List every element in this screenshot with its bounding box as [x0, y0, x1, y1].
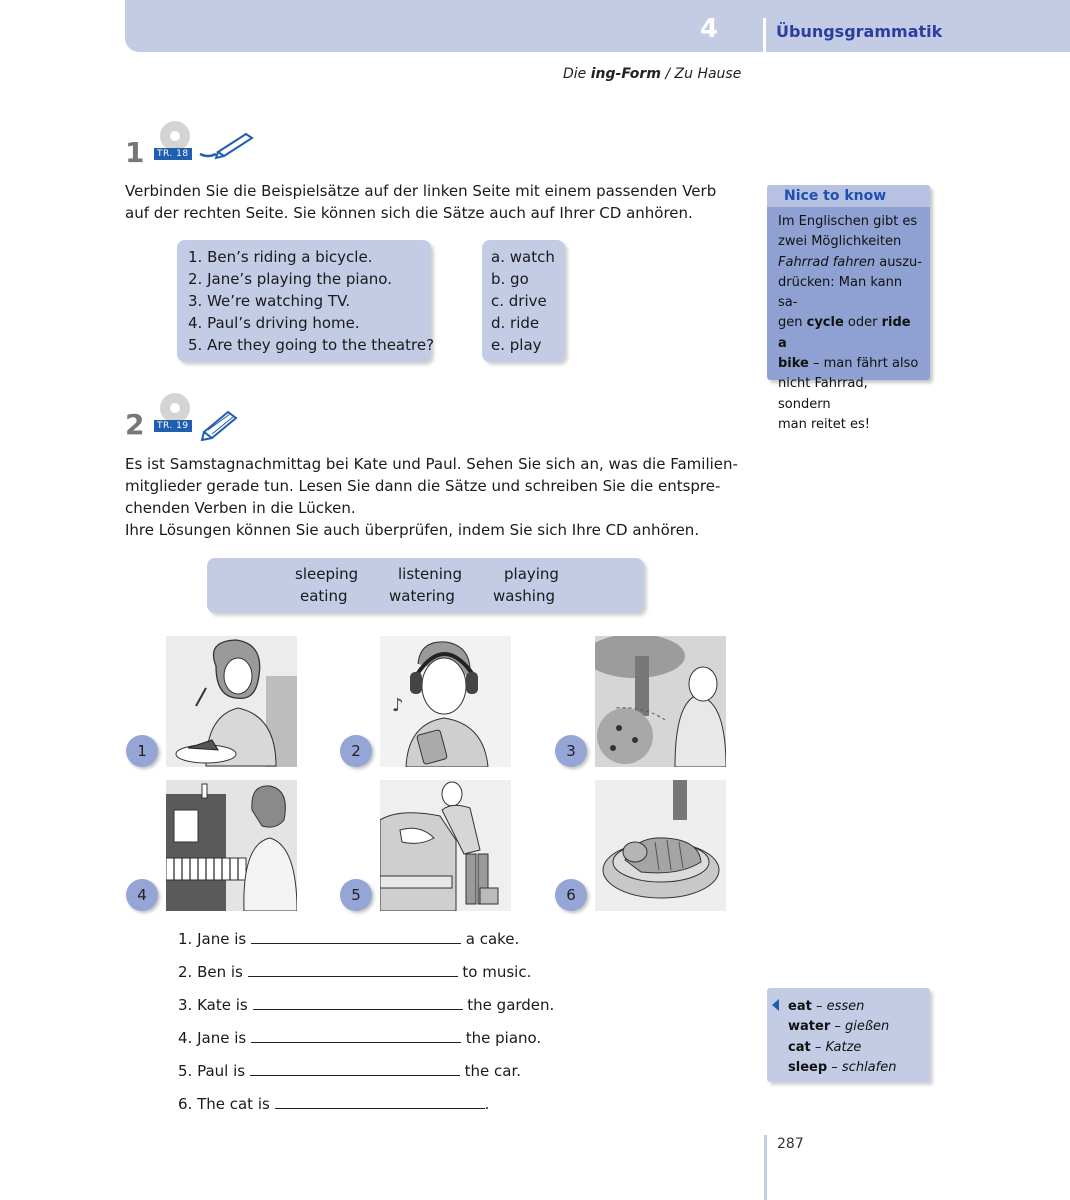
sentence-item: 1. Ben’s riding a bicycle. — [188, 248, 373, 266]
header-divider — [763, 18, 766, 52]
instruction-line: chenden Verben in die Lücken. — [125, 499, 356, 517]
gap-sentence-1 — [178, 929, 519, 948]
vocab-de: Katze — [825, 1039, 862, 1055]
footer-rule — [764, 1135, 767, 1200]
exercise-2-instruction — [125, 453, 738, 541]
word-item: sleeping — [295, 565, 359, 583]
exercise-2-number: 2 — [125, 408, 145, 441]
vocab-entry — [788, 997, 896, 1017]
gap-sentence-3 — [178, 995, 554, 1014]
ntk-text: auszu- — [875, 254, 922, 270]
vocab-sep: – — [811, 999, 827, 1014]
cd-icon-hole — [170, 403, 180, 413]
pencil-icon — [198, 408, 242, 442]
illustration-listening-music — [380, 636, 511, 767]
vocab-en: cat — [788, 1039, 811, 1055]
gap-sentence-end: a cake. — [465, 930, 520, 948]
verbs-list — [491, 246, 555, 356]
gap-sentence-start: 4. Jane is — [178, 1029, 247, 1047]
vocab-de: essen — [826, 999, 865, 1014]
sentences-list — [188, 246, 434, 356]
instruction-line: mitglieder gerade tun. Lesen Sie dann die Sätze und schreiben Sie die entspre- — [125, 477, 721, 495]
ntk-line: drücken: Man kann sa- — [778, 274, 903, 311]
verb-item: e. play — [491, 336, 542, 354]
subtitle-suffix: / Zu Hause — [660, 66, 742, 82]
arrow-left-icon — [772, 999, 779, 1011]
subtitle-prefix: Die — [563, 66, 591, 82]
verb-item: a. watch — [491, 248, 555, 266]
track-badge-19: TR. 19 — [154, 420, 192, 432]
answer-blank[interactable] — [275, 1094, 485, 1109]
svg-text:♪: ♪ — [392, 695, 404, 716]
vocab-sep: – — [830, 1019, 845, 1035]
instruction-line: Ihre Lösungen können Sie auch überprüfen, indem Sie sich Ihre CD anhören. — [125, 521, 700, 539]
word-item: washing — [493, 587, 555, 605]
picture-number: 3 — [555, 735, 587, 767]
answer-blank[interactable] — [248, 962, 458, 977]
vocab-sep: – — [810, 1039, 826, 1055]
vocab-entry — [788, 1017, 896, 1037]
vocab-entry — [788, 1058, 896, 1078]
ntk-bold: ride a — [778, 315, 911, 351]
instruction-line: Verbinden Sie die Beispielsätze auf der linken Seite mit einem passenden Verb — [125, 182, 717, 200]
gap-sentence-end: the car. — [464, 1062, 522, 1080]
gap-sentence-start: 3. Kate is — [178, 996, 248, 1014]
gap-sentence-start: 6. The cat is — [178, 1095, 270, 1113]
answer-blank[interactable] — [251, 1028, 461, 1043]
sentence-item: 5. Are they going to the theatre? — [188, 336, 435, 354]
illustration-playing-piano — [166, 780, 297, 911]
ntk-line: Im Englischen gibt es — [778, 214, 918, 229]
picture-number: 6 — [555, 879, 587, 911]
ntk-italic: Fahrrad fahren — [778, 254, 876, 270]
sentence-item: 2. Jane’s playing the piano. — [188, 270, 392, 288]
word-item: watering — [389, 587, 455, 605]
exercise-1-instruction — [125, 180, 716, 224]
ntk-text: oder — [843, 315, 882, 331]
illustration-watering-garden — [595, 636, 726, 767]
vocab-de: gießen — [845, 1019, 890, 1035]
answer-blank[interactable] — [250, 1061, 460, 1076]
answer-blank[interactable] — [251, 929, 461, 944]
gap-sentence-start: 5. Paul is — [178, 1062, 246, 1080]
ntk-line: zwei Möglichkeiten — [778, 234, 902, 250]
verb-item: c. drive — [491, 292, 547, 310]
ntk-line — [778, 253, 923, 273]
illustration-sleeping-cat — [595, 780, 726, 911]
picture-number: 4 — [126, 879, 158, 911]
word-item: playing — [504, 565, 559, 583]
chapter-number: 4 — [700, 14, 719, 44]
gap-sentence-5 — [178, 1061, 521, 1080]
vocab-de: schlafen — [841, 1059, 897, 1075]
illustration-washing-car — [380, 780, 511, 911]
picture-number: 1 — [126, 735, 158, 767]
ntk-line: nicht Fahrrad, sondern — [778, 376, 868, 412]
gap-sentence-2 — [178, 962, 531, 981]
ntk-line — [778, 354, 923, 374]
vocab-en: eat — [788, 999, 812, 1014]
gap-sentence-end: . — [484, 1095, 490, 1113]
gap-sentence-end: the piano. — [465, 1029, 542, 1047]
picture-number: 5 — [340, 879, 372, 911]
chapter-title: Übungsgrammatik — [776, 22, 943, 41]
illustration-eating-cake — [166, 636, 297, 767]
gap-sentence-start: 1. Jane is — [178, 930, 247, 948]
gap-sentence-6 — [178, 1094, 489, 1113]
nice-to-know-body — [778, 212, 923, 435]
verb-item: d. ride — [491, 314, 540, 332]
vocab-entry — [788, 1038, 896, 1058]
verb-item: b. go — [491, 270, 529, 288]
instruction-line: Es ist Samstagnachmittag bei Kate und Paul. Sehen Sie sich an, was die Familien- — [125, 455, 738, 473]
nice-to-know-title: Nice to know — [784, 188, 887, 204]
pen-icon — [198, 128, 258, 162]
ntk-bold: bike — [778, 356, 809, 372]
ntk-bold: cycle — [806, 315, 844, 331]
vocab-sep: – — [827, 1059, 842, 1075]
gap-sentence-end: the garden. — [467, 996, 555, 1014]
vocabulary-list — [788, 997, 896, 1078]
instruction-line: auf der rechten Seite. Sie können sich die Sätze auch auf Ihrer CD anhören. — [125, 204, 693, 222]
ntk-text: – man fährt also — [808, 356, 919, 372]
vocab-en: water — [788, 1019, 831, 1035]
gap-sentence-start: 2. Ben is — [178, 963, 243, 981]
picture-number: 2 — [340, 735, 372, 767]
exercise-1-number: 1 — [125, 136, 145, 169]
word-item: listening — [398, 565, 462, 583]
ntk-line: man reitet es! — [778, 416, 870, 432]
cd-icon-hole — [170, 131, 180, 141]
sentence-item: 4. Paul’s driving home. — [188, 314, 360, 332]
sentence-item: 3. We’re watching TV. — [188, 292, 351, 310]
ntk-line — [778, 313, 923, 354]
subtitle-bold: ing-Form — [590, 66, 661, 82]
track-badge-18: TR. 18 — [154, 148, 192, 160]
gap-sentence-end: to music. — [462, 963, 532, 981]
word-item: eating — [300, 587, 348, 605]
gap-sentence-4 — [178, 1028, 541, 1047]
vocab-en: sleep — [788, 1059, 828, 1075]
ntk-text: gen — [778, 315, 807, 331]
page-subtitle — [563, 66, 741, 82]
answer-blank[interactable] — [253, 995, 463, 1010]
page-number: 287 — [777, 1136, 804, 1152]
